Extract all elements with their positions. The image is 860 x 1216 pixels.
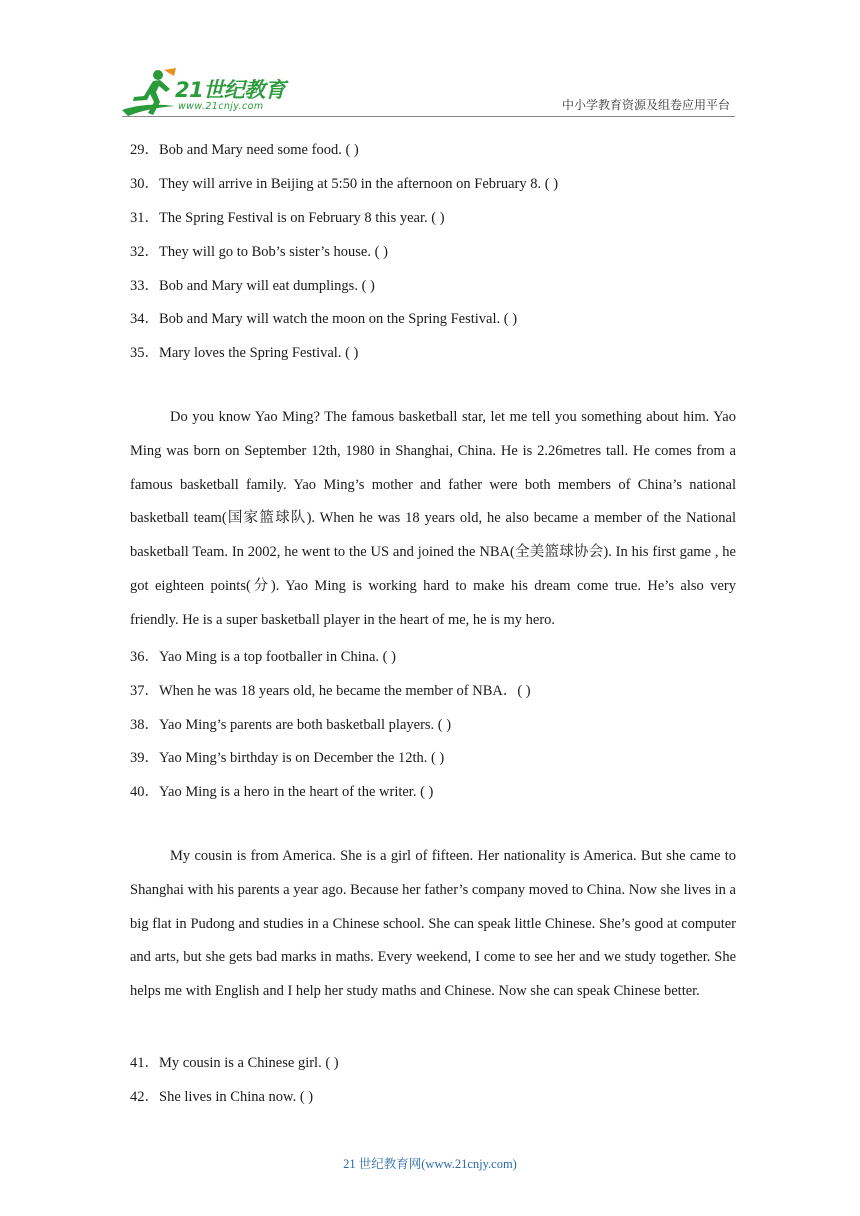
question-34: 34．Bob and Mary will watch the moon on the Spring Festival. ( ) — [130, 311, 518, 327]
running-man-icon — [120, 66, 180, 120]
question-37: 37．When he was 18 years old, he became the member of NBA．( ) — [130, 683, 531, 699]
reading-passage-yao-ming: Do you know Yao Ming? The famous basketball star, let me tell you something about him. Yao Ming was born on September 12th, 1980 in Shanghai, China. He is 2.26metres tall. He comes from a famous basketball family. Yao Ming’s mother and father were both members of China’s national basketball team(国家篮球队). When he was 18 years old, he also became a member of the National basketball Team. In 2002, he went to the US and joined the NBA(全美篮球协会). In his first game , he got eighteen points(分). Yao Ming is working hard to make his dream come true. He’s also very friendly. He is a super basketball player in the heart of me, he is my hero. — [130, 409, 736, 628]
logo — [120, 66, 310, 120]
page-footer: 21 世纪教育网(www.21cnjy.com) — [343, 1157, 517, 1171]
question-42: 42．She lives in China now. ( ) — [130, 1089, 314, 1105]
question-32: 32．They will go to Bob’s sister’s house. ( ) — [130, 244, 388, 260]
question-41: 41．My cousin is a Chinese girl. ( ) — [130, 1055, 339, 1071]
reading-passage-cousin: My cousin is from America. She is a girl of fifteen. Her nationality is America. But she came to Shanghai with his parents a year ago. Because her father’s company moved to China. Now she lives in a big flat in Pudong and studies in a Chinese school. She can speak little Chinese. She’s good at computer and arts, but she gets bad marks in maths. Every weekend, I come to see her and we study together. She helps me with English and I help her study maths and Chinese. Now she can speak Chinese better. — [130, 848, 736, 1000]
question-40: 40．Yao Ming is a hero in the heart of the writer. ( ) — [130, 784, 434, 800]
question-31: 31．The Spring Festival is on February 8 this year. ( ) — [130, 210, 445, 226]
header-divider — [122, 116, 735, 117]
question-38: 38．Yao Ming’s parents are both basketball players. ( ) — [130, 717, 452, 733]
header-slogan: 中小学教育资源及组卷应用平台 — [561, 98, 730, 112]
question-30: 30．They will arrive in Beijing at 5:50 in the afternoon on February 8. ( ) — [130, 176, 559, 192]
question-36: 36．Yao Ming is a top footballer in China. ( ) — [130, 649, 396, 665]
question-33: 33．Bob and Mary will eat dumplings. ( ) — [130, 278, 375, 294]
page-header — [0, 0, 860, 125]
question-29: 29．Bob and Mary need some food. ( ) — [130, 142, 359, 158]
question-35: 35．Mary loves the Spring Festival. ( ) — [130, 345, 359, 361]
logo-url: www.21cnjy.com — [178, 101, 264, 112]
question-39: 39．Yao Ming’s birthday is on December the 12th. ( ) — [130, 750, 445, 766]
logo-text: 21世纪教育 — [175, 78, 286, 102]
